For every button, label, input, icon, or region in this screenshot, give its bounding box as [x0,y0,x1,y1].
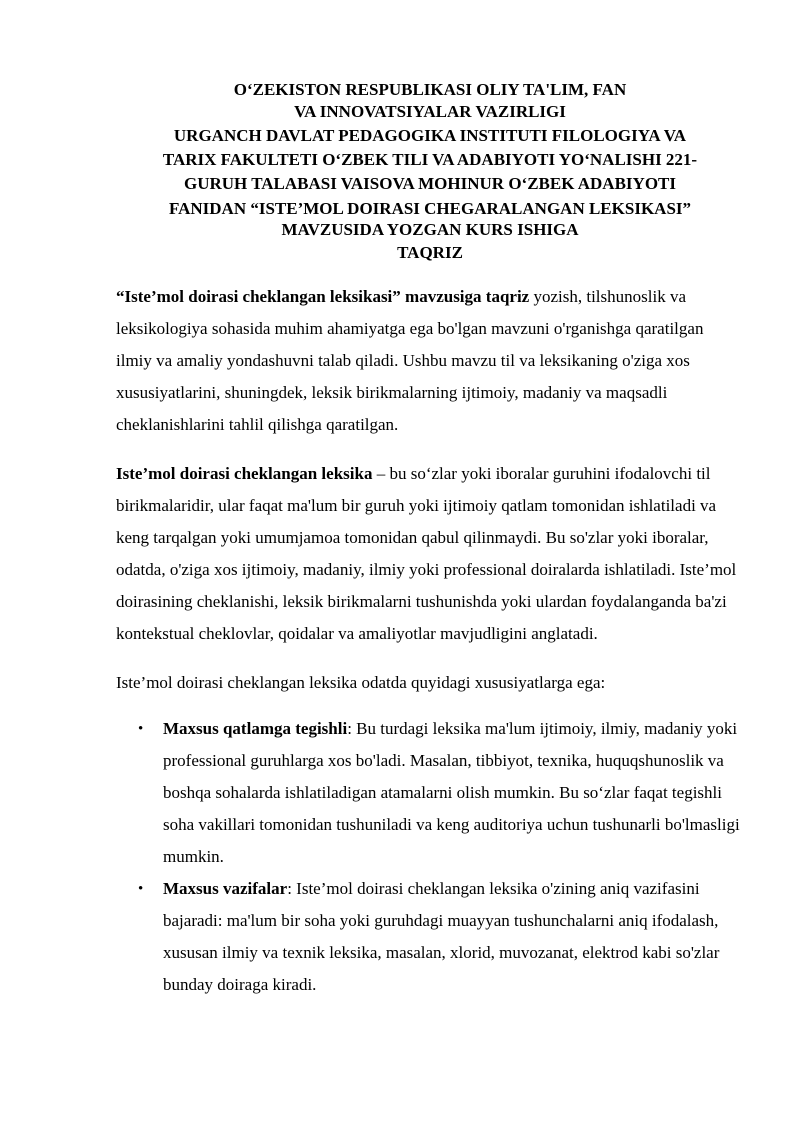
list-item-term: Maxsus qatlamga tegishli [163,719,348,738]
list-item [116,873,742,1001]
paragraph-1-bold: “Iste’mol doirasi cheklangan leksikasi” mavzusiga taqriz [116,287,530,306]
list-item-text: : Bu turdagi leksika ma'lum ijtimoiy, ilmiy, madaniy yoki professional guruhlarga xos bo'ladi. Masalan, tibbiyot, texnika, huquqshunoslik va boshqa sohalarda ishlatiladigan atamalarni olish mumkin. Bu so‘zlar faqat tegishli soha vakillari tomonidan tushuniladi va keng auditoriya uchun tushunarli bo'lmasligi mumkin. [163,719,740,866]
heading-line-5: GURUH TALABASI VAISOVA MOHINUR O‘ZBEK ADABIYOTI [183,174,676,193]
paragraph-2-bold: Iste’mol doirasi cheklangan leksika [116,464,373,483]
list-item [116,713,742,873]
paragraph-1-text: yozish, tilshunoslik va leksikologiya sohasida muhim ahamiyatga ega bo'lgan mavzuni o'rganishga qaratilgan ilmiy va amaliy yondashuvni talab qiladi. Ushbu mavzu til va leksikaning o'ziga xos xususiyatlarini, shuningdek, leksik birikmalarning ijtimoiy, madaniy va maqsadli cheklanishlarini tahlil qilishga qaratilgan. [116,287,704,434]
heading-line-4: TARIX FAKULTETI O‘ZBEK TILI VA ADABIYOTI YO‘NALISHI 221- [162,150,698,169]
paragraph-3: Iste’mol doirasi cheklangan leksika odatda quyidagi xususiyatlarga ega: [116,673,606,692]
heading-line-3: URGANCH DAVLAT PEDAGOGIKA INSTITUTI FILOLOGIYA VA [173,126,687,145]
list-item-text: : Iste’mol doirasi cheklangan leksika o'zining aniq vazifasini bajaradi: ma'lum bir soha yoki guruhdagi muayyan tushunchalarni aniq ifodalash, xususan ilmiy va texnik leksika, masalan, xlorid, muvozanat, elektrod kabi so'zlar bunday doiraga kiradi. [163,879,720,994]
heading-line-1: O‘ZEKISTON RESPUBLIKASI OLIY TA'LIM, FAN [233,80,627,99]
paragraph-2-text: – bu so‘zlar yoki iboralar guruhini ifodalovchi til birikmalaridir, ular faqat ma'lum bir guruh yoki ijtimoiy qatlam tomonidan ishlatiladi va keng tarqalgan yoki umumjamoa tomonidan qabul qilinmaydi. Bu so'zlar yoki iboralar, odatda, o'ziga xos ijtimoiy, madaniy, ilmiy yoki professional doiralarda ishlatiladi. Iste’mol doirasining cheklanishi, leksik birikmalarni tushunishda yoki ulardan foydalanganda ba'zi kontekstual cheklovlar, qoidalar va amaliyotlar mavjudligini anglatadi. [116,464,737,643]
paragraph-1 [116,281,742,441]
heading-line-7: MAVZUSIDA YOZGAN KURS ISHIGA [281,220,579,239]
heading-line-2: VA INNOVATSIYALAR VAZIRLIGI [294,102,566,121]
features-list [116,713,742,1001]
document-body [116,281,742,1001]
bullet-icon: • [138,721,144,737]
bullet-icon: • [138,881,144,897]
heading-line-6: FANIDAN “ISTE’MOL DOIRASI CHEGARALANGAN LEKSIKASI” [168,199,692,218]
heading-line-8: TAQRIZ [397,243,463,262]
list-item-term: Maxsus vazifalar [163,879,288,898]
paragraph-2 [116,458,742,650]
